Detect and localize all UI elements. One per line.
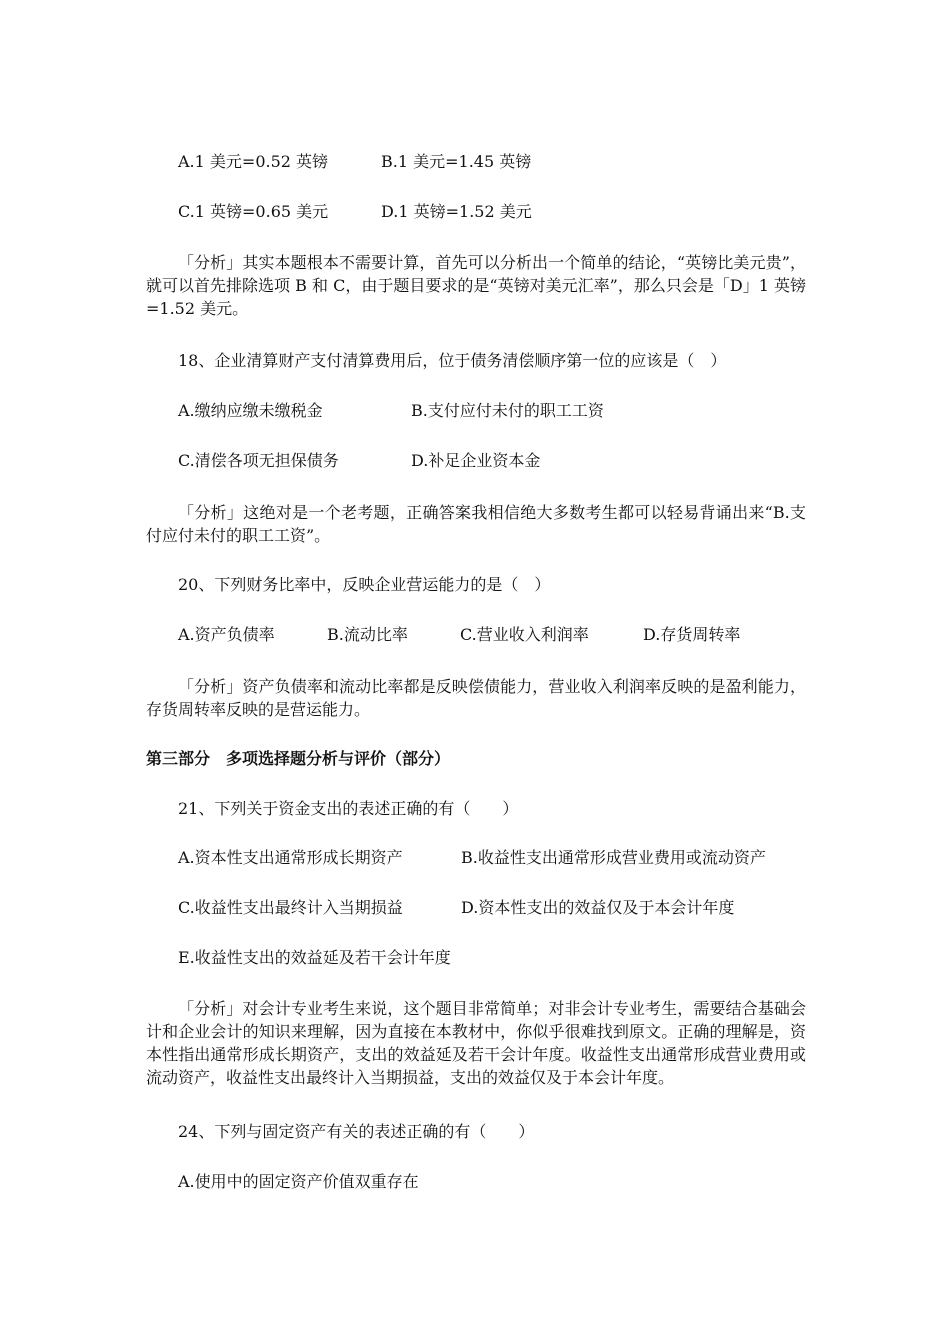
- option-b-q20: B.流动比率: [327, 625, 408, 644]
- option-d-q20: D.存货周转率: [643, 625, 741, 644]
- question-20: 20、下列财务比率中，反映企业营运能力的是（ ）: [178, 575, 551, 594]
- option-c-q21: C.收益性支出最终计入当期损益: [178, 898, 403, 917]
- option-d-q18: D.补足企业资本金: [411, 451, 541, 470]
- option-a-q20: A.资产负债率: [178, 625, 275, 644]
- option-d-q21: D.资本性支出的效益仅及于本会计年度: [461, 898, 735, 917]
- option-a-q18: A.缴纳应缴未缴税金: [178, 401, 323, 420]
- option-b-q21: B.收益性支出通常形成营业费用或流动资产: [461, 848, 766, 867]
- option-b-q18: B.支付应付未付的职工工资: [411, 401, 604, 420]
- option-e-q21: E.收益性支出的效益延及若干会计年度: [178, 948, 451, 967]
- option-c-q20: C.营业收入利润率: [460, 625, 589, 644]
- analysis-q18: 「分析」这绝对是一个老考题，正确答案我相信绝大多数考生都可以轻易背诵出来“B.支付应付未付的职工工资”。: [146, 503, 806, 545]
- analysis-q17: 「分析」其实本题根本不需要计算，首先可以分析出一个简单的结论，“英镑比美元贵”，就可以首先排除选项 B 和 C，由于题目要求的是“英镑对美元汇率”，那么只会是「D」1 英镑=1.52 美元。: [146, 253, 806, 318]
- option-c-q17: C.1 英镑=0.65 美元: [178, 202, 329, 221]
- option-a-q24: A.使用中的固定资产价值双重存在: [178, 1172, 419, 1191]
- option-b-q17: B.1 美元=1.45 英镑: [381, 152, 532, 171]
- option-d-q17: D.1 英镑=1.52 美元: [381, 202, 532, 221]
- option-c-q18: C.清偿各项无担保债务: [178, 451, 339, 470]
- option-a-q17: A.1 美元=0.52 英镑: [178, 152, 329, 171]
- analysis-q20: 「分析」资产负债率和流动比率都是反映偿债能力，营业收入利润率反映的是盈利能力，存货周转率反映的是营运能力。: [146, 677, 806, 719]
- analysis-q21: 「分析」对会计专业考生来说，这个题目非常简单；对非会计专业考生，需要结合基础会计和企业会计的知识来理解，因为直接在本教材中，你似乎很难找到原文。正确的理解是，资本性指出通常形成长期资产，支出的效益延及若干会计年度。收益性支出通常形成营业费用或流动资产，收益性支出最终计入当期损益，支出的效益仅及于本会计年度。: [146, 999, 806, 1087]
- section-heading: 第三部分 多项选择题分析与评价（部分）: [146, 749, 451, 768]
- option-a-q21: A.资本性支出通常形成长期资产: [178, 848, 403, 867]
- question-24: 24、下列与固定资产有关的表述正确的有（ ）: [178, 1122, 535, 1141]
- question-21: 21、下列关于资金支出的表述正确的有（ ）: [178, 799, 519, 818]
- question-18: 18、企业清算财产支付清算费用后，位于债务清偿顺序第一位的应该是（ ）: [178, 351, 727, 370]
